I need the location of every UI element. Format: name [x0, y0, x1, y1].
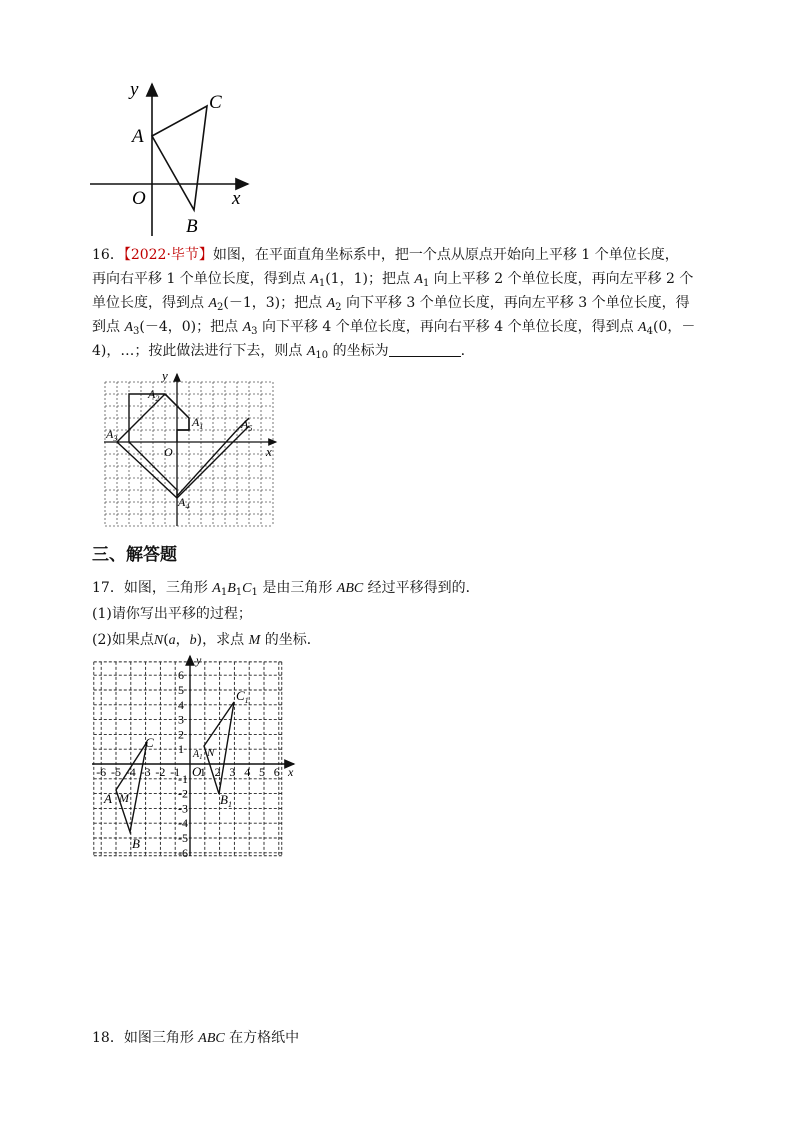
origin-label: O — [192, 764, 202, 779]
x-tick-label: 2 — [214, 765, 221, 779]
origin-label: O — [164, 445, 173, 459]
q16-line-2: 再向右平移 1 个单位长度，得到点 $A_1(1$，1)；把点 $A_1$ 向上平移 2 个单位长度，再向左平移 2 个 — [92, 271, 694, 289]
label-m: M — [119, 791, 129, 805]
y-tick-label: -6 — [178, 845, 188, 860]
x-tick-label: 1 — [199, 765, 206, 779]
x-tick-label: 6 — [273, 765, 280, 779]
y-tick-label: -3 — [178, 801, 188, 816]
x-tick-label: 4 — [244, 765, 251, 779]
label-a2: $A_2$ — [148, 387, 160, 403]
y-tick-label: 1 — [178, 742, 184, 757]
y-tick-label: -1 — [178, 771, 188, 786]
triangle-abc — [152, 106, 207, 210]
point-c-label: C — [209, 92, 222, 113]
q17-part-2: (2)如果点N(a，b)，求点 M 的坐标． — [92, 632, 321, 648]
x-tick-label: 3 — [229, 765, 236, 779]
question-18: 18．如图三角形 ABC 在方格纸中 — [92, 1030, 300, 1046]
label-c1: $C_1$ — [236, 688, 249, 705]
x-axis-label: x — [232, 188, 241, 209]
label-a5: $A_5$ — [241, 417, 253, 433]
y-tick-label: 2 — [178, 727, 184, 742]
y-tick-label: -5 — [178, 831, 188, 845]
label-a3: $A_3$ — [106, 427, 118, 443]
q17-line-1: 17．如图，三角形 $A_1B_1C_1$ 是由三角形 ABC 经过平移得到的． — [92, 580, 480, 598]
origin-label: O — [132, 188, 146, 209]
q16-line-3: 单位长度，得到点 $A_2(-1$，3)；把点 $A_2$ 向下平移 3 个单位长度，再向左平移 3 个单位长度，得 — [92, 295, 690, 313]
label-n: N — [207, 747, 215, 759]
q16-line-5: 4)，…；按此做法进行下去，则点 $A_{10}$ 的坐标为 . — [92, 343, 466, 361]
spiral-path-outer — [117, 394, 249, 498]
y-tick-label: -4 — [178, 816, 188, 831]
point-a-label: A — [132, 126, 144, 147]
x-axis-label: x — [266, 444, 272, 459]
y-tick-label: 3 — [178, 712, 184, 727]
y-tick-label: 4 — [178, 697, 184, 712]
point-b-label: B — [186, 216, 198, 237]
q16-source-tag: 【2022·毕节】 — [123, 247, 213, 263]
q16-number: 16． — [92, 247, 124, 263]
label-a: A — [104, 791, 112, 806]
x-tick-label: -5 — [111, 765, 121, 779]
y-axis-label: y — [130, 79, 139, 100]
y-axis-label: y — [196, 653, 202, 667]
y-tick-label: 6 — [178, 668, 184, 683]
triangle-abc — [116, 742, 147, 832]
x-tick-label: -4 — [125, 765, 136, 779]
answer-blank[interactable] — [389, 342, 461, 357]
q16-line-1: 16．【2022·毕节】如图，在平面直角坐标系中，把一个点从原点开始向上平移 1 个单位长度， — [92, 247, 679, 263]
label-a4: $A_4$ — [178, 495, 190, 511]
spiral-path — [129, 394, 249, 496]
x-tick-label: -1 — [170, 765, 181, 779]
figure-spiral-grid — [100, 368, 290, 530]
x-tick-label: -6 — [96, 765, 107, 779]
q17-part-1: (1)请你写出平移的过程； — [92, 606, 252, 622]
x-tick-label: -3 — [140, 765, 151, 779]
y-tick-label: -2 — [178, 786, 188, 801]
y-tick-label: 5 — [178, 683, 184, 697]
q16-line-4: 到点 $A_3(-4$，0)；把点 $A_3$ 向下平移 4 个单位长度，再向右平移 4 个单位长度，得到点 $A_4(0$，－ — [92, 319, 696, 337]
label-a1: $A_1$ — [193, 749, 203, 761]
label-a1: $A_1$ — [192, 415, 204, 431]
label-c: C — [145, 735, 154, 750]
y-axis-label: y — [162, 368, 168, 383]
x-tick-label: 5 — [259, 765, 265, 779]
figure-translation-grid — [86, 650, 306, 860]
label-b1: $B_1$ — [220, 792, 232, 809]
x-axis-label: x — [288, 765, 294, 779]
figure-triangle-abc — [86, 78, 266, 238]
label-b: B — [132, 836, 140, 851]
section-heading: 三、解答题 — [92, 545, 177, 565]
x-tick-label: -2 — [155, 765, 166, 779]
